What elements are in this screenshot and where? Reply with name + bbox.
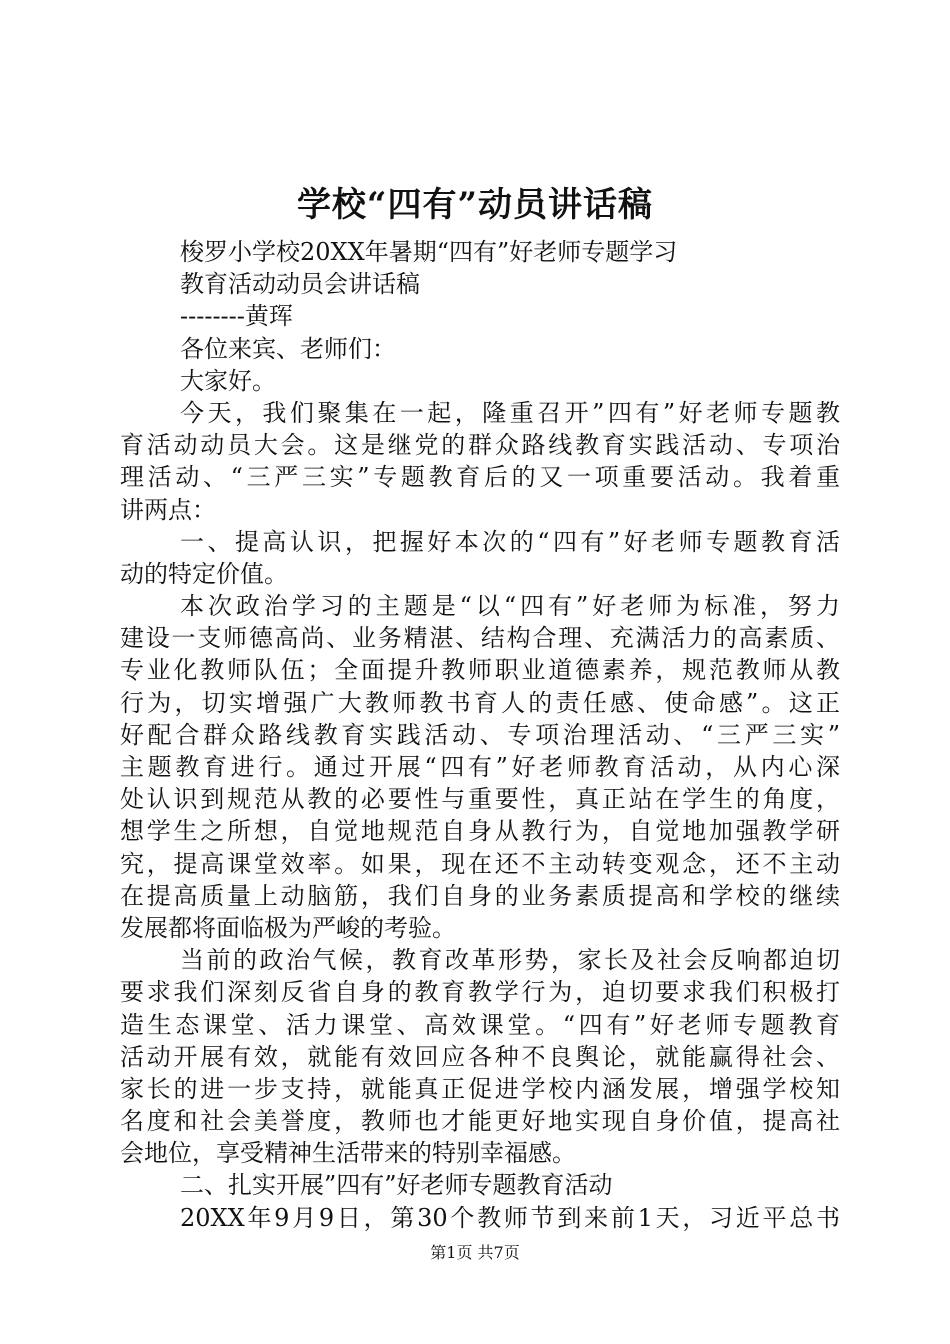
text-line: 活动开展有效，就能有效回应各种不良舆论，就能赢得社会、: [120, 1042, 840, 1071]
text-line: 专业化教师队伍；全面提升教师职业道德素养，规范教师从教: [120, 656, 840, 685]
text-line: 二、扎实开展”四有”好老师专题教育活动: [180, 1171, 613, 1200]
text-line: 各位来宾、老师们：: [180, 334, 396, 363]
text-line: 造生态课堂、活力课堂、高效课堂。“四有”好老师专题教育: [120, 1010, 840, 1039]
text-line: 动的特定价值。: [120, 559, 288, 588]
text-line: 要求我们深刻反省自身的教育教学行为，迫切要求我们积极打: [120, 978, 840, 1007]
text-line: 好配合群众路线教育实践活动、专项治理活动、“三严三实”: [120, 720, 840, 749]
text-line: 在提高质量上动脑筋，我们自身的业务素质提高和学校的继续: [120, 881, 840, 910]
text-line: 20XX年9月9日，第30个教师节到来前1天，习近平总书: [180, 1203, 840, 1232]
text-line: 名度和社会美誉度，教师也才能更好地实现自身价值，提高社: [120, 1107, 840, 1136]
text-line: 大家好。: [180, 366, 276, 395]
document-title: 学校“四有”动员讲话稿: [296, 185, 654, 225]
text-line: 建设一支师德高尚、业务精湛、结构合理、充满活力的高素质、: [120, 624, 840, 653]
document-body: [120, 236, 840, 1234]
text-line: 家长的进一步支持，就能真正促进学校内涵发展，增强学校知: [120, 1074, 840, 1103]
text-line: 想学生之所想，自觉地规范自身从教行为，自觉地加强教学研: [120, 817, 840, 846]
text-line: 发展都将面临极为严峻的考验。: [120, 913, 456, 942]
text-line: 今天，我们聚集在一起，隆重召开”四有”好老师专题教: [180, 398, 840, 427]
text-line: 讲两点：: [120, 495, 216, 524]
text-line: 会地位，享受精神生活带来的特别幸福感。: [120, 1139, 576, 1168]
text-line: 理活动、“三严三实”专题教育后的又一项重要活动。我着重: [120, 463, 840, 492]
text-line: 处认识到规范从教的必要性与重要性，真正站在学生的角度，: [120, 785, 840, 814]
text-line: 行为，切实增强广大教师教书育人的责任感、使命感”。这正: [120, 688, 840, 717]
text-line: 本次政治学习的主题是“以“四有”好老师为标准，努力: [180, 592, 840, 621]
text-line: 教育活动动员会讲话稿: [180, 270, 420, 299]
text-line: 育活动动员大会。这是继党的群众路线教育实践活动、专项治: [120, 431, 840, 460]
text-line: 一、提高认识，把握好本次的“四有”好老师专题教育活: [180, 527, 840, 556]
text-line: --------黄珲: [180, 302, 293, 331]
page-footer: 第1页 共7页: [430, 1243, 520, 1262]
text-line: 梭罗小学校20XX年暑期“四有”好老师专题学习: [180, 238, 678, 266]
text-line: 当前的政治气候，教育改革形势，家长及社会反响都迫切: [180, 946, 840, 975]
text-line: 主题教育进行。通过开展“四有”好老师教育活动，从内心深: [120, 753, 840, 781]
text-line: 究，提高课堂效率。如果，现在还不主动转变观念，还不主动: [120, 849, 840, 878]
